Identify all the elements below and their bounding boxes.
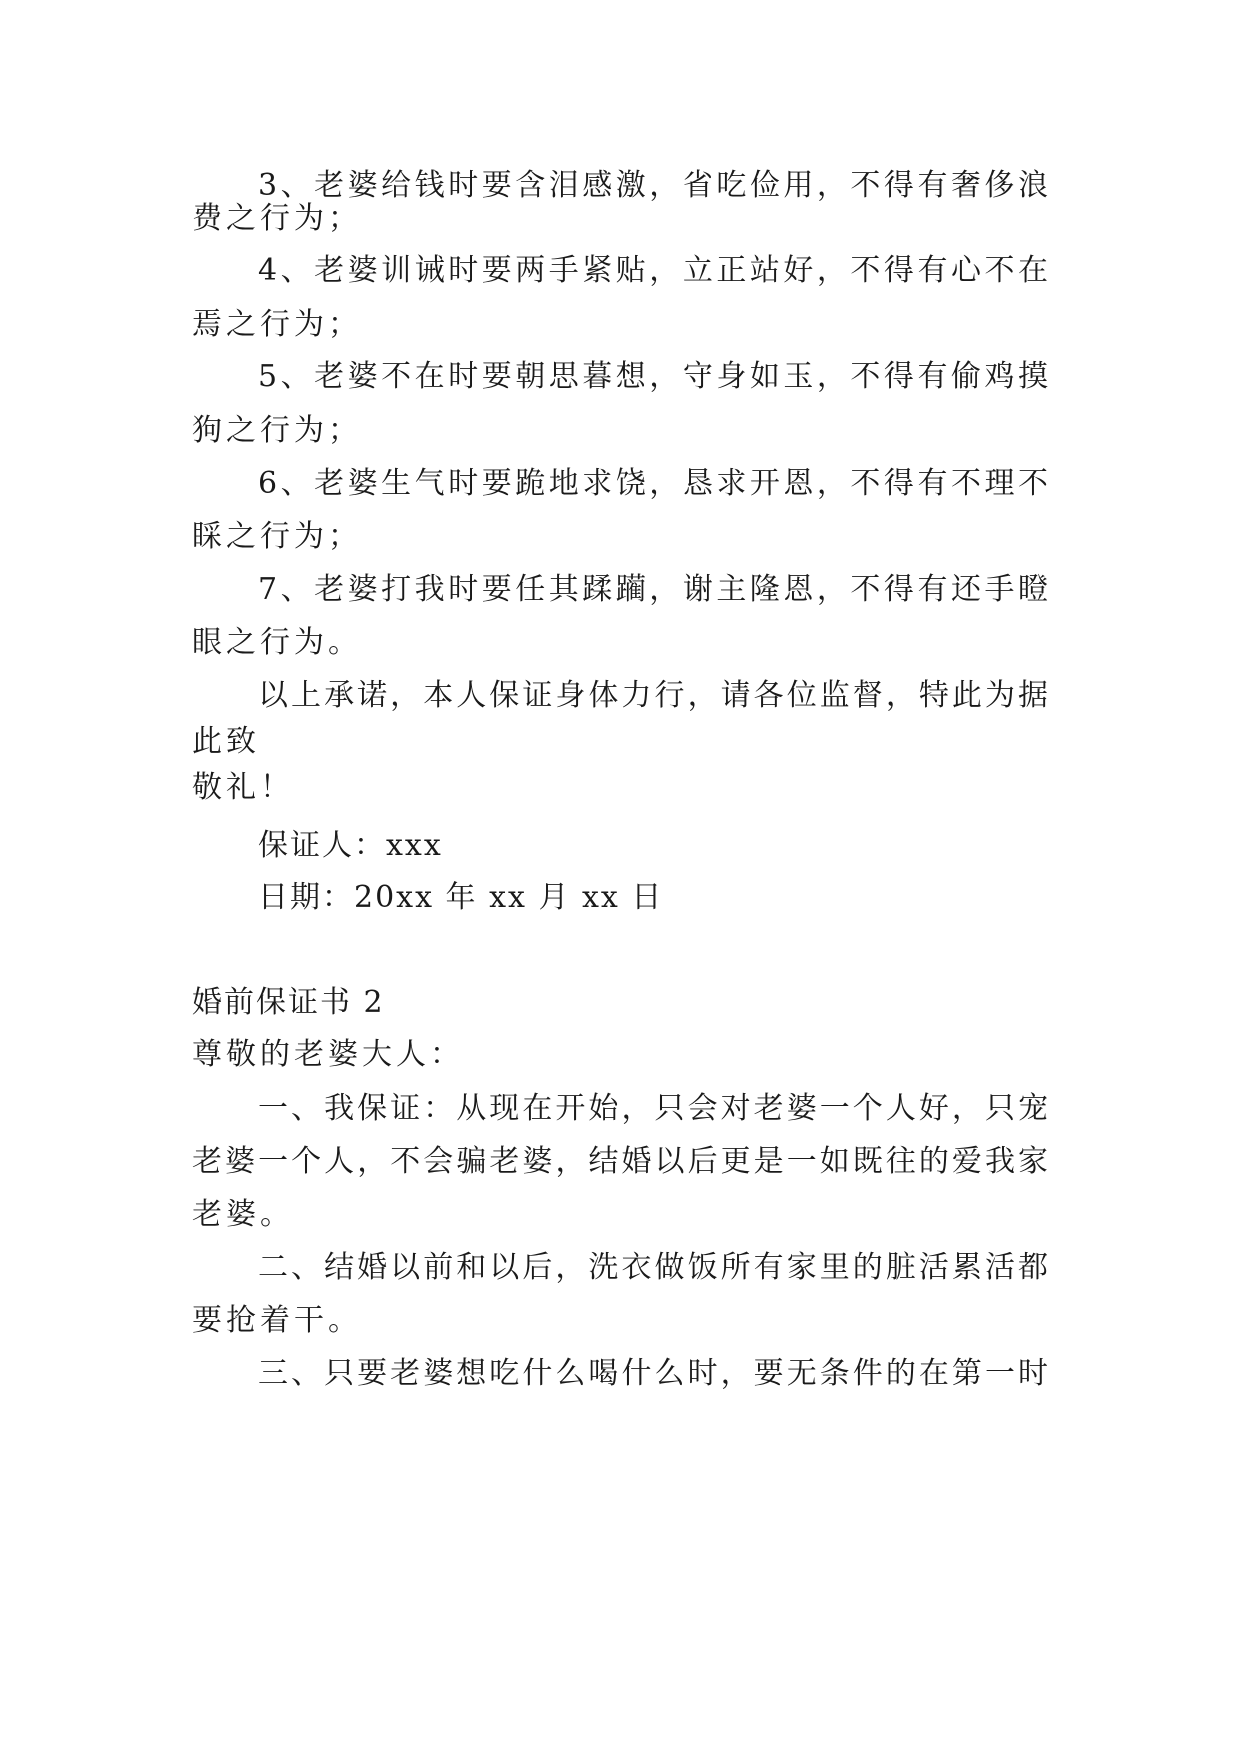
guarantor-line: 保证人：xxx [258,828,443,863]
closing-line-2: 此致 [192,724,260,759]
section-2-p2-line-1: 二、结婚以前和以后，洗衣做饭所有家里的脏活累活都 [258,1250,1048,1285]
item-7-line-2: 眼之行为。 [192,625,362,660]
item-7-line-1: 7、老婆打我时要任其蹂躏，谢主隆恩，不得有还手瞪 [258,572,1048,607]
item-4-line-1: 4、老婆训诫时要两手紧贴，立正站好，不得有心不在 [258,253,1048,288]
date-line: 日期：20xx 年 xx 月 xx 日 [258,880,664,915]
closing-line-1: 以上承诺，本人保证身体力行，请各位监督，特此为据 [258,678,1048,713]
item-3-line-1: 3、老婆给钱时要含泪感激，省吃俭用，不得有奢侈浪 [258,168,1048,203]
item-4-line-2: 焉之行为； [192,307,362,342]
item-3-line-2: 费之行为； [192,201,362,236]
item-6-line-2: 睬之行为； [192,519,362,554]
section-2-p1-line-1: 一、我保证：从现在开始，只会对老婆一个人好，只宠 [258,1091,1048,1126]
section-2-p1-line-2: 老婆一个人，不会骗老婆，结婚以后更是一如既往的爱我家 [192,1144,1048,1179]
section-2-p2-line-2: 要抢着干。 [192,1303,362,1338]
closing-salute: 敬礼！ [192,770,294,805]
section-2-greeting: 尊敬的老婆大人： [192,1037,464,1072]
item-5-line-1: 5、老婆不在时要朝思暮想，守身如玉，不得有偷鸡摸 [258,359,1048,394]
section-2-title: 婚前保证书 2 [192,985,385,1020]
item-6-line-1: 6、老婆生气时要跪地求饶，恳求开恩，不得有不理不 [258,466,1048,501]
item-5-line-2: 狗之行为； [192,413,362,448]
section-2-p1-line-3: 老婆。 [192,1197,294,1232]
section-2-p3-line-1: 三、只要老婆想吃什么喝什么时，要无条件的在第一时 [258,1356,1048,1391]
